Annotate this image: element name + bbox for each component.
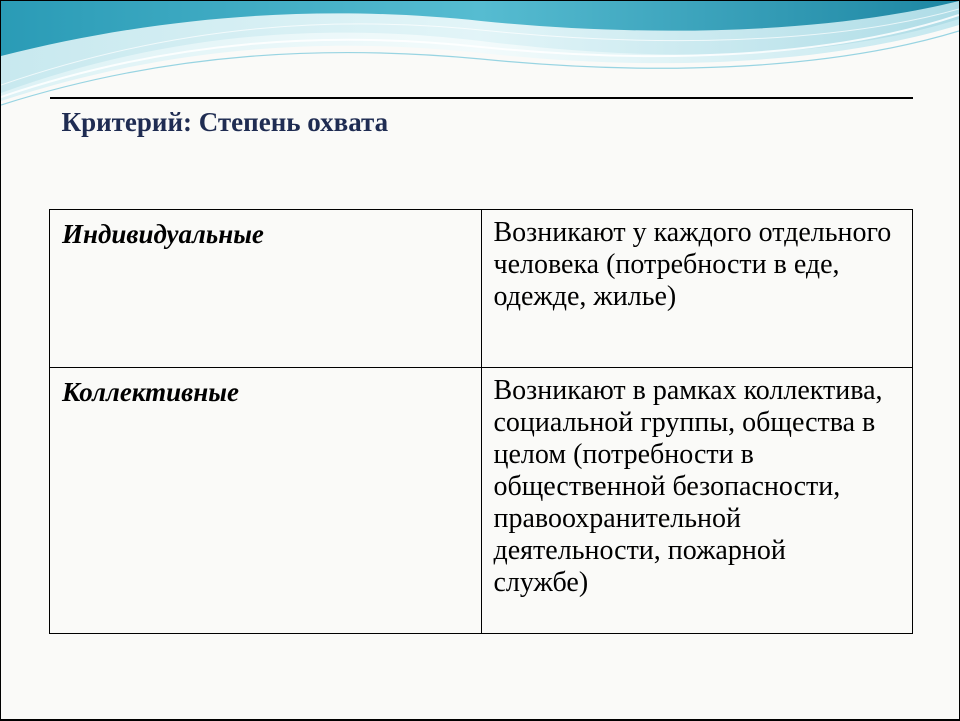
description-line: человека (потребности в еде, [493, 249, 840, 280]
description-collective [494, 375, 901, 599]
description-line: деятельности, пожарной [493, 535, 786, 566]
slide [1, 1, 959, 719]
term-collective: Коллективные [62, 377, 239, 407]
table-row [50, 368, 913, 634]
table-row [50, 210, 913, 368]
description-line: Возникают в рамках коллектива, [493, 375, 883, 406]
table-header-row [50, 98, 913, 210]
description-line: Возникают у каждого отдельного [493, 217, 892, 248]
description-individual [494, 217, 901, 313]
criteria-table [49, 97, 913, 634]
description-line: социальной группы, общества в [493, 407, 876, 438]
table-header-cell [50, 98, 913, 210]
term-cell [50, 368, 482, 634]
description-cell [481, 368, 913, 634]
description-line: общественной безопасности, [493, 471, 841, 502]
description-cell [481, 210, 913, 368]
term-cell [50, 210, 482, 368]
description-line: целом (потребности в [493, 439, 754, 470]
table-header-text: Критерий: Степень охвата [61, 107, 389, 137]
description-line: службе) [493, 567, 589, 598]
term-individual: Индивидуальные [62, 219, 264, 249]
description-line: правоохранительной [493, 503, 742, 534]
description-line: одежде, жилье) [493, 281, 677, 312]
